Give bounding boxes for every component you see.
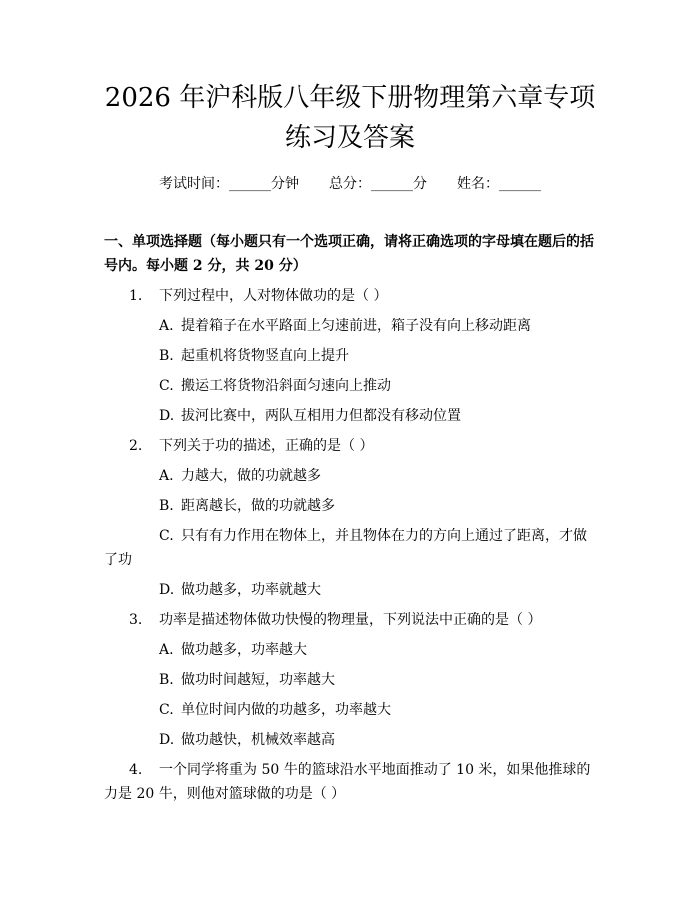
option-c: C. 单位时间内做的功越多，功率越大 — [159, 702, 391, 718]
exam-name-label: 姓名：______ — [457, 176, 541, 192]
option-d: D. 拔河比赛中，两队互相用力但都没有移动位置 — [159, 408, 461, 424]
exam-info — [104, 174, 596, 194]
question-2 — [104, 434, 596, 602]
document-title: 2026 年沪科版八年级下册物理第六章专项练习及答案 — [104, 83, 596, 153]
question-number: 4. — [129, 762, 143, 778]
question-1 — [104, 284, 596, 428]
option-d: D. 做功越多，功率就越大 — [159, 582, 321, 598]
option-b: B. 起重机将货物竖直向上提升 — [159, 348, 349, 364]
option-a: A. 做功越多，功率越大 — [159, 642, 307, 658]
question-number: 3. — [129, 612, 143, 628]
option-c: C. 只有有力作用在物体上，并且物体在力的方向上通过了距离，才做了功 — [104, 528, 587, 568]
option-a: A. 力越大，做的功就越多 — [159, 468, 321, 484]
question-4 — [104, 758, 596, 806]
section-title: 一、单项选择题（每小题只有一个选项正确，请将正确选项的字母填在题后的括号内。每小题 2 分，共 20 分） — [104, 234, 594, 274]
question-number: 1. — [129, 288, 143, 304]
question-stem: 下列过程中，人对物体做功的是（ ） — [159, 288, 388, 304]
question-stem: 下列关于功的描述，正确的是（ ） — [159, 438, 374, 454]
exam-score-label: 总分：______分 — [329, 176, 427, 192]
question-stem: 一个同学将重为 50 牛的篮球沿水平地面推动了 10 米，如果他推球的力是 20 牛，则他对篮球做的功是（ ） — [104, 762, 591, 802]
exam-time-label: 考试时间：______分钟 — [159, 176, 299, 192]
option-d: D. 做功越快，机械效率越高 — [159, 732, 335, 748]
option-b: B. 做功时间越短，功率越大 — [159, 672, 335, 688]
question-3 — [104, 608, 596, 752]
option-a: A. 提着箱子在水平路面上匀速前进，箱子没有向上移动距离 — [159, 318, 531, 334]
question-number: 2. — [129, 438, 143, 454]
question-stem: 功率是描述物体做功快慢的物理量，下列说法中正确的是（ ） — [159, 612, 542, 628]
option-c: C. 搬运工将货物沿斜面匀速向上推动 — [159, 378, 391, 394]
option-b: B. 距离越长，做的功就越多 — [159, 498, 335, 514]
